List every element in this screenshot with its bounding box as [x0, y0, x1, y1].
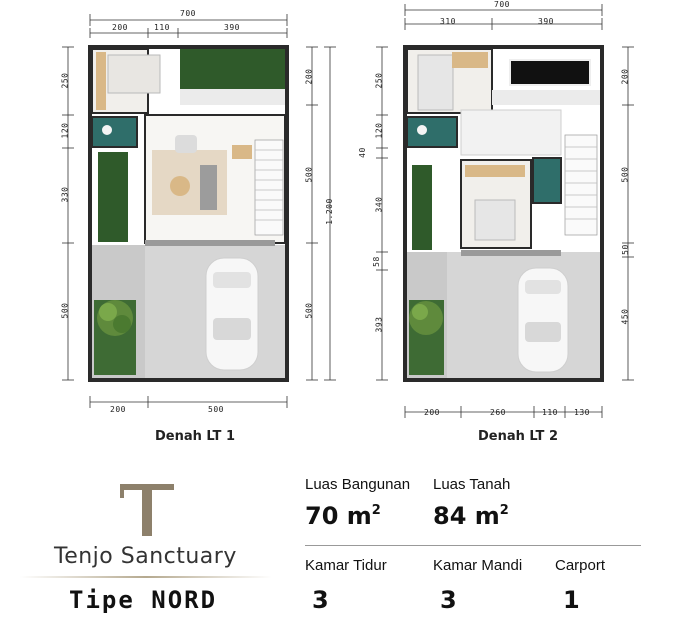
plan2-dim-left-1: 250 — [374, 72, 384, 89]
spec-kamar-tidur-value: 3 — [312, 586, 329, 614]
plan2-dim-top-1: 310 — [440, 17, 456, 26]
plan2-hall — [461, 110, 561, 155]
spec-luas-bangunan-value: 70 $m^2$ — [305, 502, 381, 530]
spec-kamar-mandi-label: Kamar Mandi — [433, 557, 523, 574]
plan2-bathroom-2 — [533, 158, 561, 203]
plan1-dim-top-2: 110 — [154, 23, 170, 32]
plan2-bed-1 — [418, 55, 453, 110]
brand-logo-icon — [120, 484, 174, 536]
spec-divider — [305, 545, 641, 546]
house-type: Tipe NORD — [69, 586, 218, 614]
plan1-dim-left-1: 250 — [60, 72, 70, 89]
spec-luas-tanah-value: 84 $m^2$ — [433, 502, 509, 530]
plan2-dim-right-3: 50 — [620, 244, 630, 255]
plan1-dim-bottom-1: 200 — [110, 405, 126, 414]
plan2-dim-left-3: 40 — [357, 147, 367, 158]
plan2-wardrobe — [452, 52, 488, 68]
spec-kamar-mandi-value: 3 — [440, 586, 457, 614]
plan2-dim-bottom-1: 200 — [424, 408, 440, 417]
plan1-dim-right-total: 1.200 — [324, 198, 334, 225]
plan2-dim-bottom-3: 110 — [542, 408, 558, 417]
plan2-dim-right-2: 500 — [620, 166, 630, 183]
plan1-dim-top-3: 390 — [224, 23, 240, 32]
plan2-car — [518, 268, 568, 372]
plan2-dim-top-2: 390 — [538, 17, 554, 26]
plan2-plant — [409, 301, 443, 335]
plan2-dim-total-top: 700 — [494, 0, 510, 9]
spec-luas-tanah-label: Luas Tanah — [433, 476, 511, 493]
plan2-bathroom-1 — [407, 117, 457, 147]
brand-name: Tenjo Sanctuary — [54, 544, 237, 569]
plan2-dim-left-5: 58 — [371, 256, 381, 267]
plan2-dim-right-4: 450 — [620, 308, 630, 325]
plan2-dim-left-4: 340 — [374, 196, 384, 213]
plan1-dim-left-4: 500 — [60, 302, 70, 319]
plan1-dim-right-2: 500 — [304, 166, 314, 183]
plan1-dim-right-1: 200 — [304, 68, 314, 85]
plan2-side-garden — [412, 165, 432, 250]
plan1-dim-total-top: 700 — [180, 9, 196, 18]
plan1-dim-left-2: 120 — [60, 122, 70, 139]
plan2-stairs — [565, 135, 597, 235]
spec-kamar-tidur-label: Kamar Tidur — [305, 557, 387, 574]
spec-carport-value: 1 — [563, 586, 580, 614]
plan2-dim-left-2: 120 — [374, 122, 384, 139]
plan2-roof-opening — [510, 60, 590, 85]
spec-luas-bangunan-label: Luas Bangunan — [305, 476, 411, 493]
plan2-balcony-edge — [461, 250, 561, 256]
plan1-dim-bottom-2: 500 — [208, 405, 224, 414]
spec-carport-label: Carport — [555, 557, 606, 574]
plan2-bed-2 — [475, 200, 515, 240]
plan2-caption: Denah LT 2 — [478, 429, 558, 444]
plan1-dim-top-1: 200 — [112, 23, 128, 32]
plan2-dim-bottom-2: 260 — [490, 408, 506, 417]
brand-divider — [20, 576, 272, 578]
plan2-dim-left-6: 393 — [374, 316, 384, 333]
plan1-dim-right-3: 500 — [304, 302, 314, 319]
plan1-caption: Denah LT 1 — [155, 429, 235, 444]
plan1-dim-left-3: 330 — [60, 186, 70, 203]
plan2-dim-bottom-4: 130 — [574, 408, 590, 417]
plan2-dim-right-1: 200 — [620, 68, 630, 85]
